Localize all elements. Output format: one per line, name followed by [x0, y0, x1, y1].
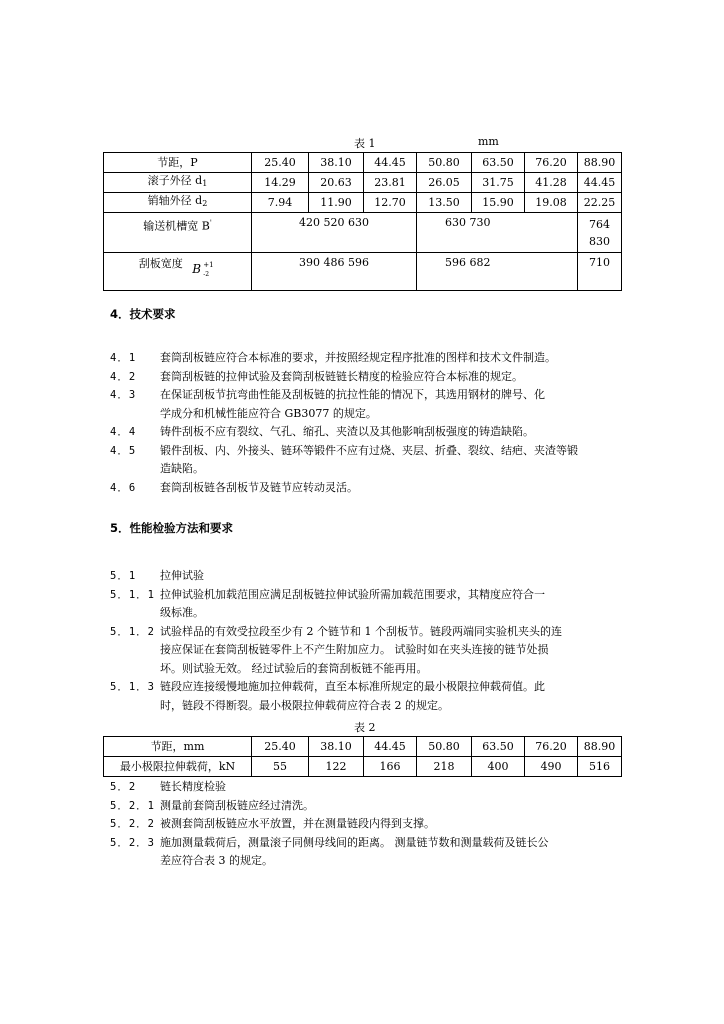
cell: 22.25: [578, 193, 622, 213]
row-label: [104, 193, 252, 213]
cell-group: [578, 213, 622, 253]
table1-unit: mm: [478, 135, 499, 148]
table1-caption: 表 1: [354, 137, 376, 150]
label-text: 滚子外径 d: [147, 174, 203, 187]
table-row: [104, 737, 622, 757]
list-item: [110, 386, 620, 423]
row-label: [104, 253, 252, 291]
item-number: 5．2．1: [110, 799, 155, 812]
item-text: 差应符合表 3 的规定。: [160, 854, 273, 867]
list-item: [110, 423, 620, 442]
cell: 50.80: [417, 153, 472, 173]
row-label: [104, 173, 252, 193]
label-subscript: 2: [202, 199, 208, 208]
label-subscript: 1: [202, 179, 208, 188]
cell: 88.90: [578, 153, 622, 173]
item-number: 5．2: [110, 781, 137, 793]
cell-group: 390 486 596: [252, 253, 417, 291]
table-row: [104, 173, 622, 193]
item-number: 5．2．2: [110, 818, 155, 830]
cell: 44.45: [578, 173, 622, 193]
table1: [103, 152, 622, 291]
list-item: [110, 586, 620, 623]
cell: 19.08: [525, 193, 578, 213]
item-number: 5．1．1: [110, 588, 155, 601]
item-number: 4．5: [110, 444, 137, 457]
row-label: 节距，mm: [104, 737, 252, 757]
section4-heading: 4．技术要求: [110, 307, 176, 321]
item-number: 4．2: [110, 370, 137, 383]
item-text: 链长精度检验: [160, 780, 226, 793]
table-row: [104, 253, 622, 291]
item-text: 在保证刮板节抗弯曲性能及刮板链的抗拉性能的情况下，其选用钢材的牌号、化: [160, 388, 545, 401]
item-text: 施加测量载荷后，测量滚子同侧母线间的距离。 测量链节数和测量载荷及链长公: [160, 835, 549, 849]
list-item: [110, 834, 620, 871]
item-number: 4．6: [110, 481, 137, 494]
table2: [103, 736, 622, 777]
item-number: 5．1: [110, 570, 137, 582]
cell: 55: [252, 757, 309, 777]
cell: 44.45: [364, 737, 417, 757]
list-item: [110, 368, 620, 387]
item-number: 5．1．2: [110, 625, 155, 638]
item-number: 4．4: [110, 426, 137, 438]
list-item: [110, 678, 620, 715]
item-text: 铸件刮板不应有裂纹、气孔、缩孔、夹渣以及其他影响刮板强度的铸造缺陷。: [160, 425, 534, 438]
cell-group: 420 520 630: [252, 213, 417, 253]
cell: 63.50: [472, 737, 525, 757]
table-row: [104, 213, 622, 253]
cell-value: 830: [589, 235, 610, 248]
table-row: [104, 193, 622, 213]
cell: 122: [309, 757, 364, 777]
item-text: 链段应连接缓慢地施加拉伸载荷，直至本标准所规定的最小极限拉伸载荷值。此: [160, 680, 545, 693]
table-row: [104, 153, 622, 173]
cell: 44.45: [364, 153, 417, 173]
item-text: 被测套筒刮板链应水平放置，并在测量链段内得到支撑。: [160, 817, 435, 830]
cell: 7.94: [252, 193, 309, 213]
item-text: 套筒刮板链各刮板节及链节应转动灵活。: [160, 480, 358, 494]
cell: 20.63: [309, 173, 364, 193]
cell: 88.90: [578, 737, 622, 757]
cell: 13.50: [417, 193, 472, 213]
b-tolerance-symbol: [190, 257, 216, 279]
cell: 516: [578, 757, 622, 777]
cell: 12.70: [364, 193, 417, 213]
item-text: 学成分和机械性能应符合 GB3077 的规定。: [160, 406, 377, 420]
item-text: 级标准。: [160, 606, 204, 619]
cell: 400: [472, 757, 525, 777]
list-item: [110, 815, 620, 834]
item-text: 造缺陷。: [160, 462, 204, 475]
list-item: [110, 567, 620, 586]
row-label: 节距，P: [104, 153, 252, 173]
tolerance-lower: -2: [203, 271, 210, 278]
cell-group: 710: [578, 253, 622, 291]
item-number: 5．1．3: [110, 681, 155, 693]
item-text: 拉伸试验: [160, 569, 204, 582]
cell: 76.20: [525, 737, 578, 757]
item-text: 套筒刮板链的拉伸试验及套筒刮板链链长精度的检验应符合本标准的规定。: [160, 369, 523, 383]
list-item: [110, 349, 620, 368]
item-text: 试验样品的有效受拉段至少有 2 个链节和 1 个刮板节。链段两端同实验机夹头的连: [160, 624, 562, 638]
symbol-b: B: [192, 262, 202, 276]
list-item: [110, 797, 620, 816]
cell: 490: [525, 757, 578, 777]
item-text: 锻件刮板、内、外接头、链环等锻件不应有过烧、夹层、折叠、裂纹、结疤、夹渣等锻: [160, 443, 578, 457]
cell: 166: [364, 757, 417, 777]
label-text: 输送机槽宽 B: [143, 219, 210, 233]
row-label: [104, 213, 252, 253]
section4-items: [110, 349, 620, 497]
item-text: 时，链段不得断裂。最小极限拉伸载荷应符合表 2 的规定。: [160, 698, 449, 712]
item-text: 套筒刮板链应符合本标准的要求，并按照经规定程序批准的图样和技术文件制造。: [160, 351, 556, 364]
cell: 11.90: [309, 193, 364, 213]
cell: 38.10: [309, 153, 364, 173]
cell: 14.29: [252, 173, 309, 193]
cell-group: 596 682: [417, 253, 578, 291]
item-text: 测量前套筒刮板链应经过清洗。: [160, 798, 314, 812]
item-text: 接应保证在套筒刮板链零件上不产生附加应力。 试验时如在夹头连接的链节处损: [160, 643, 549, 656]
list-item: [110, 442, 620, 479]
list-item: [110, 623, 620, 679]
item-number: 5．2．3: [110, 836, 155, 849]
table2-caption: 表 2: [354, 721, 376, 734]
list-item: [110, 778, 620, 797]
label-text: 刮板宽度: [138, 257, 183, 270]
label-text: 销轴外径 d: [147, 194, 203, 207]
cell-value: 764: [589, 218, 610, 231]
table-row: [104, 757, 622, 777]
cell: 25.40: [252, 153, 309, 173]
cell: 31.75: [472, 173, 525, 193]
cell: 76.20: [525, 153, 578, 173]
item-number: 4．3: [110, 389, 137, 401]
cell: 63.50: [472, 153, 525, 173]
cell: 41.28: [525, 173, 578, 193]
section5-items: [110, 567, 620, 715]
cell: 15.90: [472, 193, 525, 213]
cell: 26.05: [417, 173, 472, 193]
list-item: [110, 479, 620, 498]
cell: 38.10: [309, 737, 364, 757]
cell-group: 630 730: [417, 213, 578, 253]
tolerance-upper: +1: [203, 261, 214, 269]
item-text: 坏。则试验无效。 经过试验后的套筒刮板链不能再用。: [160, 661, 428, 675]
cell: 50.80: [417, 737, 472, 757]
row-label: 最小极限拉伸载荷，kN: [104, 757, 252, 777]
section5-heading: 5．性能检验方法和要求: [110, 521, 234, 535]
item-number: 4．1: [110, 352, 137, 364]
cell: 218: [417, 757, 472, 777]
cell: 25.40: [252, 737, 309, 757]
label-mark: ': [209, 219, 212, 227]
section52-items: [110, 778, 620, 871]
cell: 23.81: [364, 173, 417, 193]
item-text: 拉伸试验机加载范围应满足刮板链拉伸试验所需加载范围要求，其精度应符合一: [160, 587, 545, 601]
